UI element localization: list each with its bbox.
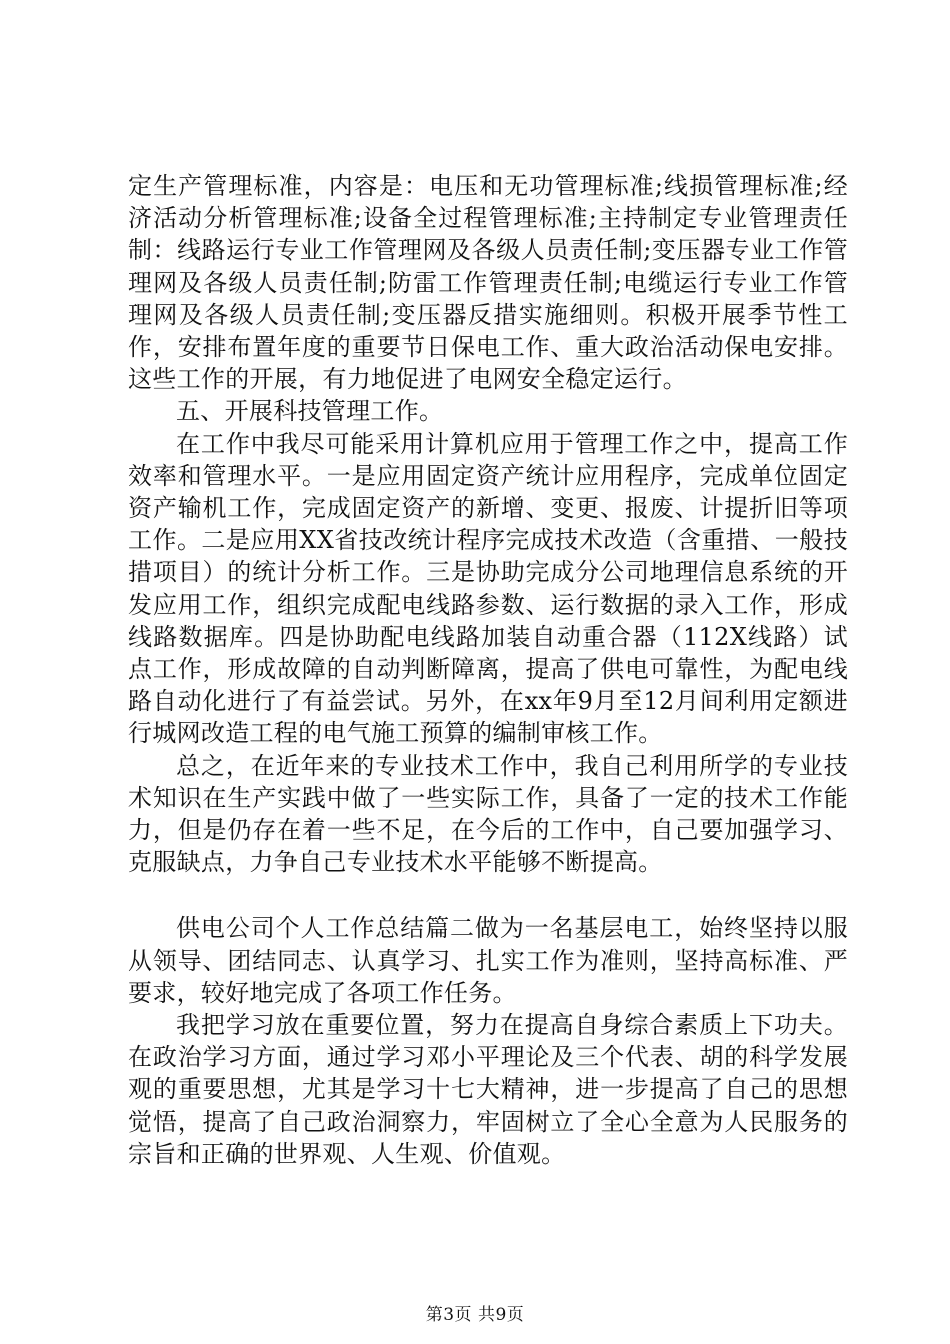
paragraph-computer-application: 在工作中我尽可能采用计算机应用于管理工作之中，提高工作效率和管理水平。一是应用固定资产统计应用程序，完成单位固定资产输机工作，完成固定资产的新增、变更、报废、计提折旧等项工作。二是应用XX省技改统计程序完成技术改造（含重措、一般技措项目）的统计分析工作。三是协助完成分公司地理信息系统的开发应用工作，组织完成配电线路参数、运行数据的录入工作，形成线路数据库。四是协助配电线路加装自动重合器（112X线路）试点工作，形成故障的自动判断障离，提高了供电可靠性，为配电线路自动化进行了有益尝试。另外，在xx年9月至12月间利用定额进行城网改造工程的电气施工预算的编制审核工作。 [128,429,848,748]
page-number-footer: 第3页 共9页 [425,1305,525,1325]
paragraph-summary: 总之，在近年来的专业技术工作中，我自己利用所学的专业技术知识在生产实践中做了一些实际工作，具备了一定的技术工作能力，但是仍存在着一些不足，在今后的工作中，自己要加强学习、克服缺点，力争自己专业技术水平能够不断提高。 [128,751,848,877]
paragraph-gap [128,878,848,912]
section-heading-tech-management: 五、开展科技管理工作。 [176,397,444,426]
paragraph-article-two-intro: 供电公司个人工作总结篇二做为一名基层电工，始终坚持以服从领导、团结同志、认真学习、扎实工作为准则，坚持高标准、严要求，较好地完成了各项工作任务。 [128,914,848,1007]
paragraph-continued-standards: 定生产管理标准，内容是：电压和无功管理标准;线损管理标准;经济活动分析管理标准;设备全过程管理标准;主持制定专业管理责任制：线路运行专业工作管理网及各级人员责任制;变压器专业工作管理网及各级人员责任制;防雷工作管理责任制;电缆运行专业工作管理网及各级人员责任制;变压器反措实施细则。积极开展季节性工作，安排布置年度的重要节日保电工作、重大政治活动保电安排。这些工作的开展，有力地促进了电网安全稳定运行。 [128,172,848,394]
document-body [128,170,848,1170]
paragraph-study: 我把学习放在重要位置，努力在提高自身综合素质上下功夫。在政治学习方面，通过学习邓小平理论及三个代表、胡的科学发展观的重要思想，尤其是学习十七大精神，进一步提高了自己的思想觉悟，提高了自己政治洞察力，牢固树立了全心全意为人民服务的宗旨和正确的世界观、人生观、价值观。 [128,1011,848,1168]
